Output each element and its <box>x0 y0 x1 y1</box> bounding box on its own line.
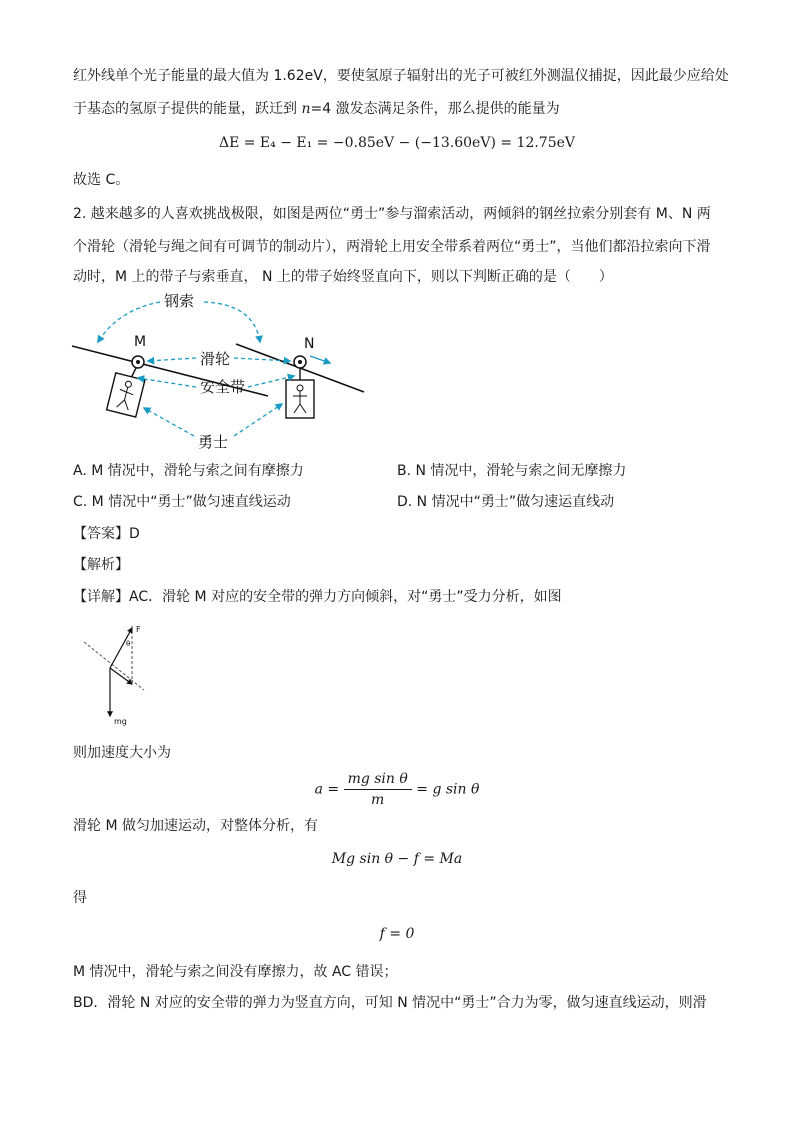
warrior-n <box>286 380 314 418</box>
zipline-figure <box>68 288 378 458</box>
detail-line: 得 <box>73 890 87 906</box>
detail-line: 【详解】AC．滑轮 M 对应的安全带的弹力方向倾斜，对“勇士”受力分析，如图 <box>73 589 562 605</box>
label-warrior: 勇士 <box>198 433 229 451</box>
label-cable: 钢索 <box>164 292 195 310</box>
detail-line: BD．滑轮 N 对应的安全带的弹力为竖直方向，可知 N 情况中“勇士”合力为零，做匀速直线运动，则滑 <box>73 995 707 1011</box>
detail-line: 滑轮 M 做匀加速运动，对整体分析，有 <box>73 818 318 834</box>
conclusion-text: 故选 C。 <box>73 172 130 188</box>
text-segment: =4 激发态满足条件，那么提供的能量为 <box>310 101 560 117</box>
answer-label: 【答案】D <box>73 526 140 542</box>
detail-line: 则加速度大小为 <box>73 745 171 761</box>
label-belt: 安全带 <box>200 378 246 396</box>
text-segment: 于基态的氢原子提供的能量，跃迁到 <box>73 101 302 117</box>
mg-label: mg <box>114 717 127 726</box>
label-n: N <box>304 336 315 352</box>
question-line: 个滑轮（滑轮与绳之间有可调节的制动片），两滑轮上用安全带系着两位“勇士”，当他们都沿拉索向下滑 <box>73 239 711 255</box>
label-pulley: 滑轮 <box>200 350 231 368</box>
text-line <box>73 99 560 119</box>
warrior-m <box>107 373 145 417</box>
fraction-numerator: mg sin θ <box>344 770 412 790</box>
force-diagram <box>80 620 160 730</box>
label-m: M <box>134 334 147 350</box>
equation-whole: Mg sin θ − f = Ma <box>331 851 463 867</box>
equation-part: = g sin θ <box>416 781 480 798</box>
text-line: 红外线单个光子能量的最大值为 1.62eV，要使氢原子辐射出的光子可被红外测温仪捕捉，因此最少应给处 <box>73 68 729 84</box>
option-c: C. M 情况中“勇士”做匀速直线运动 <box>73 494 291 510</box>
question-line: 动时，M 上的带子与索垂直， N 上的带子始终竖直向下，则以下判断正确的是（ ） <box>73 269 613 285</box>
analysis-label: 【解析】 <box>73 557 129 573</box>
detail-line: M 情况中，滑轮与索之间没有摩擦力，故 AC 错误； <box>73 964 398 980</box>
force-f-label: F <box>136 625 141 634</box>
equation-part: a = <box>314 781 340 798</box>
energy-formula: ΔE = E₄ − E₁ = −0.85eV − (−13.60eV) = 12.75eV <box>218 135 576 151</box>
question-line: 2. 越来越多的人喜欢挑战极限，如图是两位“勇士”参与溜索活动，两倾斜的钢丝拉索分别套有 M、N 两 <box>73 206 711 222</box>
fraction <box>344 770 412 809</box>
fraction-denominator: m <box>371 792 385 808</box>
option-d: D. N 情况中“勇士”做匀速运直线动 <box>397 494 615 510</box>
equation-friction: f = 0 <box>379 926 415 942</box>
option-a: A. M 情况中，滑轮与索之间有摩擦力 <box>73 463 304 479</box>
theta-label: θ <box>126 640 131 648</box>
equation-acceleration <box>0 770 794 809</box>
variable-n: n <box>301 101 311 117</box>
option-b: B. N 情况中，滑轮与索之间无摩擦力 <box>397 463 627 479</box>
